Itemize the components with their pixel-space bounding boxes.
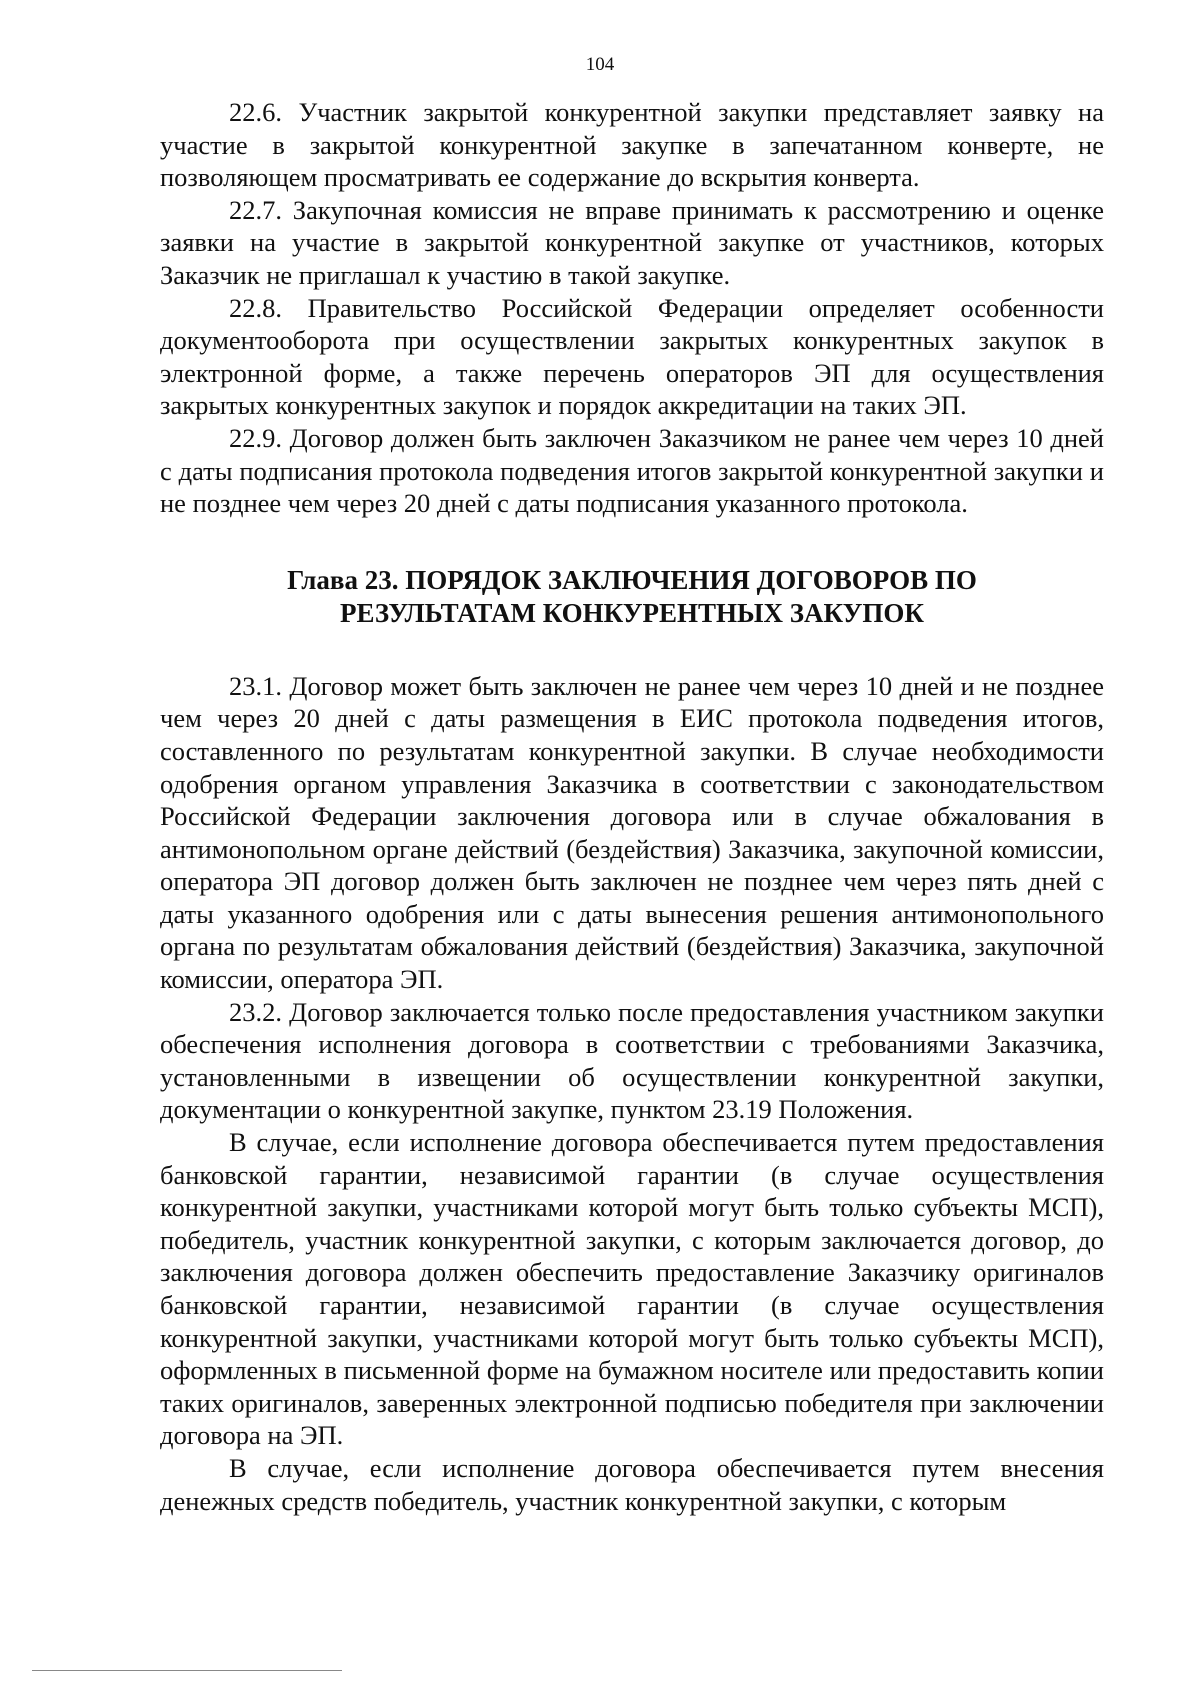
- paragraph-22-6: 22.6. Участник закрытой конкурентной закупки представляет заявку на участие в закрытой конкурентной закупке в запечатанном конверте, не позволяющем просматривать ее содержание до вскрытия конверта.: [160, 97, 1104, 193]
- page-number: 104: [585, 54, 615, 75]
- paragraph-22-7: 22.7. Закупочная комиссия не вправе принимать к рассмотрению и оценке заявки на участие в закрытой конкурентной закупке от участников, которых Заказчик не приглашал к участию в такой закупке.: [160, 194, 1104, 290]
- paragraph-23-1: 23.1. Договор может быть заключен не ранее чем через 10 дней и не позднее чем через 20 дней с даты размещения в ЕИС протокола подведения итогов, составленного по результатам конкурентной закупки. В случае необходимости одобрения органом управления Заказчика в соответствии с законодательством Российской Федерации заключения договора или в случае обжалования в антимонопольном органе действий (бездействия) Заказчика, закупочной комиссии, оператора ЭП договор должен быть заключен не позднее чем через пять дней с даты указанного одобрения или с даты вынесения решения антимонопольного органа по результатам обжалования действий (бездействия) Заказчика, закупочной комиссии, оператора ЭП.: [160, 670, 1104, 995]
- paragraph-bank-guarantee: В случае, если исполнение договора обеспечивается путем предоставления банковской гарантии, независимой гарантии (в случае осуществления конкурентной закупки, участниками которой могут быть только субъекты МСП), победитель, участник конкурентной закупки, с которым заключается договор, до заключения договора должен обеспечить предоставление Заказчику оригиналов банковской гарантии, независимой гарантии (в случае осуществления конкурентной закупки, участниками которой могут быть только субъекты МСП), оформленных в письменной форме на бумажном носителе или предоставить копии таких оригиналов, заверенных электронной подписью победителя при заключении договора на ЭП.: [160, 1127, 1104, 1451]
- paragraph-22-8: 22.8. Правительство Российской Федерации определяет особенности документооборота при осуществлении закрытых конкурентных закупок в электронной форме, а также перечень операторов ЭП для осуществления закрытых конкурентных закупок и порядок аккредитации на таких ЭП.: [160, 292, 1104, 421]
- chapter-heading: [160, 564, 1104, 630]
- paragraph-23-2: 23.2. Договор заключается только после предоставления участником закупки обеспечения исполнения договора в соответствии с требованиями Заказчика, установленными в извещении об осуществлении конкурентной закупки, документации о конкурентной закупке, пунктом 23.19 Положения.: [160, 996, 1104, 1125]
- document-body: [160, 96, 1104, 1517]
- chapter-heading-line-1: Глава 23. ПОРЯДОК ЗАКЛЮЧЕНИЯ ДОГОВОРОВ ПО: [287, 564, 977, 595]
- paragraph-22-9: 22.9. Договор должен быть заключен Заказчиком не ранее чем через 10 дней с даты подписания протокола подведения итогов закрытой конкурентной закупки и не позднее чем через 20 дней с даты подписания указанного протокола.: [160, 422, 1104, 519]
- footer-divider: [32, 1670, 342, 1671]
- chapter-heading-line-2: РЕЗУЛЬТАТАМ КОНКУРЕНТНЫХ ЗАКУПОК: [339, 597, 924, 628]
- paragraph-cash-deposit: В случае, если исполнение договора обеспечивается путем внесения денежных средств победитель, участник конкурентной закупки, с которым: [160, 1452, 1104, 1516]
